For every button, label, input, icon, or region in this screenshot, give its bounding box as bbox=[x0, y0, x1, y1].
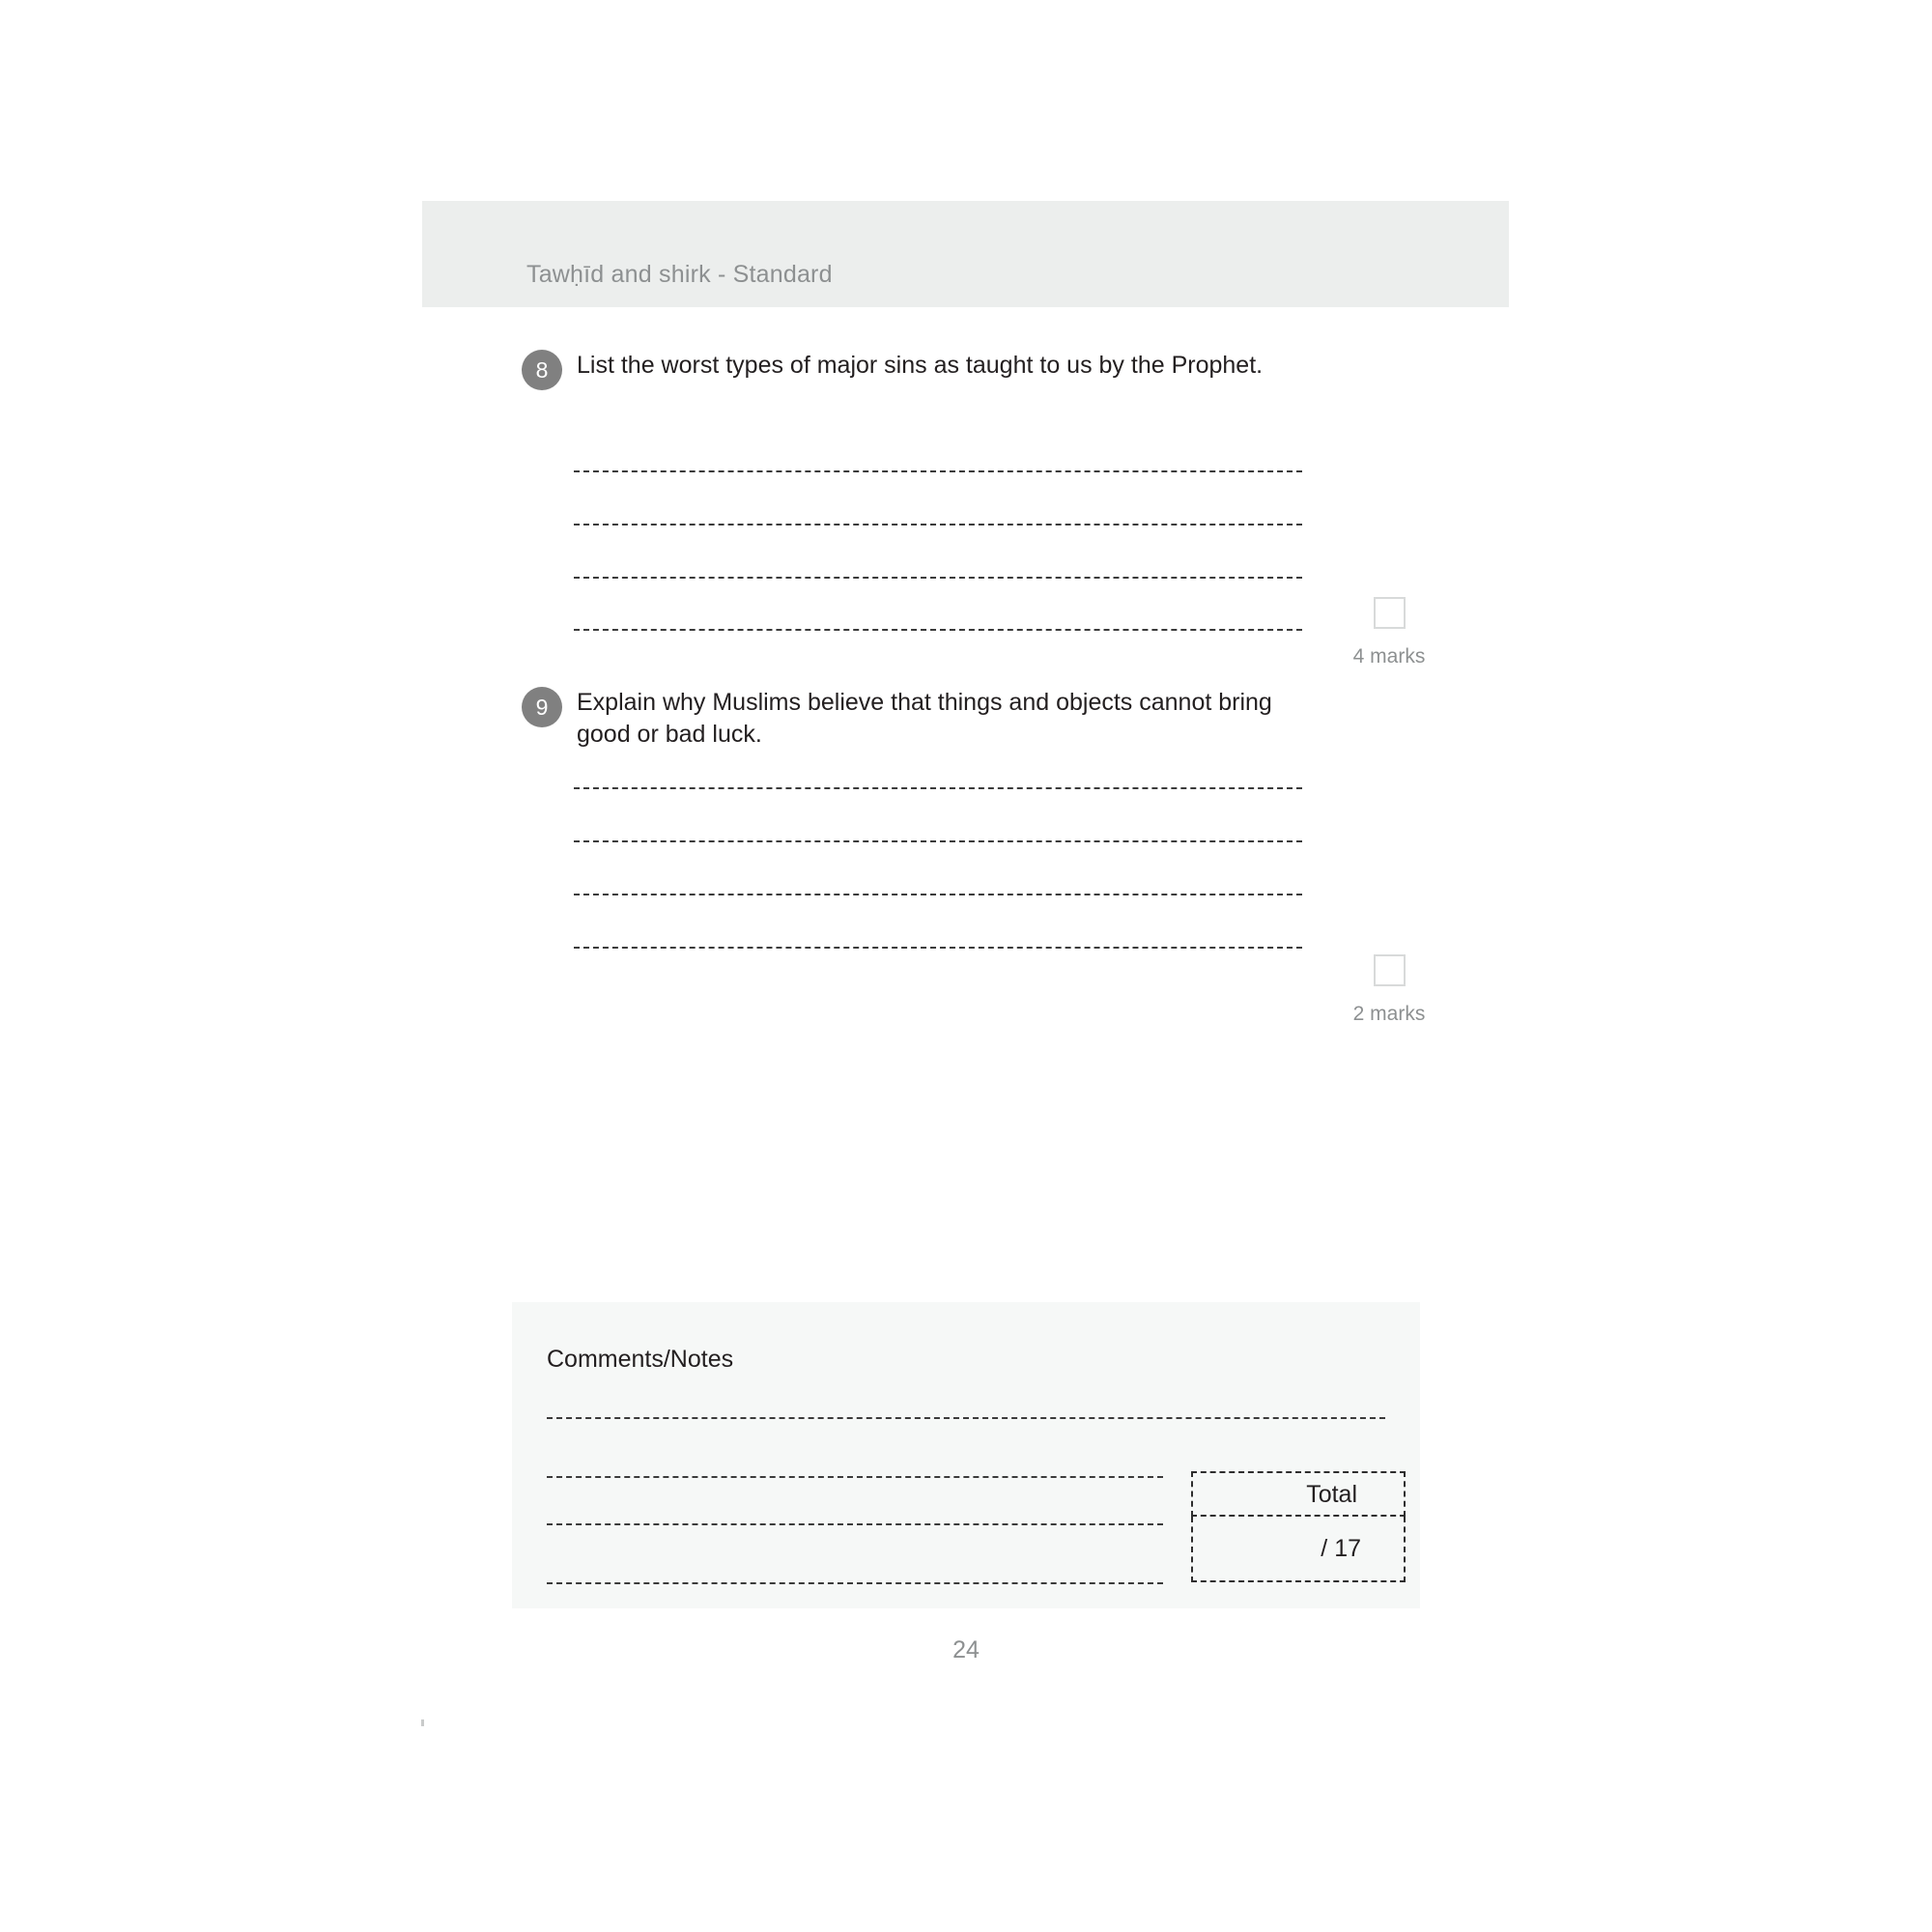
marks-entry-box[interactable] bbox=[1374, 597, 1406, 629]
marks-label: 4 marks bbox=[1352, 645, 1426, 668]
answer-line[interactable] bbox=[574, 787, 1302, 789]
comments-notes-title: Comments/Notes bbox=[547, 1346, 734, 1373]
answer-line[interactable] bbox=[574, 470, 1302, 472]
answer-line[interactable] bbox=[574, 524, 1302, 526]
total-value-field[interactable]: / 17 bbox=[1191, 1517, 1406, 1582]
running-header-band bbox=[422, 201, 1509, 307]
question-number-badge: 9 bbox=[522, 687, 562, 727]
comment-line[interactable] bbox=[547, 1523, 1163, 1525]
answer-line[interactable] bbox=[574, 577, 1302, 579]
marks-block-question-8 bbox=[1336, 597, 1442, 668]
total-marks-box bbox=[1191, 1471, 1406, 1582]
marks-entry-box[interactable] bbox=[1374, 954, 1406, 986]
answer-line[interactable] bbox=[574, 840, 1302, 842]
comment-line[interactable] bbox=[547, 1582, 1163, 1584]
comment-line[interactable] bbox=[547, 1476, 1163, 1478]
crop-mark bbox=[421, 1719, 424, 1726]
marks-label: 2 marks bbox=[1352, 1003, 1426, 1025]
marks-block-question-9 bbox=[1336, 954, 1442, 1026]
page-number: 24 bbox=[952, 1636, 980, 1663]
answer-line[interactable] bbox=[574, 629, 1302, 631]
answer-line[interactable] bbox=[574, 894, 1302, 895]
question-text: Explain why Muslims believe that things and objects cannot bring good or bad luck. bbox=[577, 689, 1272, 748]
comment-line[interactable] bbox=[547, 1417, 1385, 1419]
question-number-badge: 8 bbox=[522, 350, 562, 390]
running-header-title: Tawḥīd and shirk - Standard bbox=[526, 261, 833, 288]
question-text: List the worst types of major sins as taught to us by the Prophet. bbox=[577, 352, 1264, 379]
total-label: Total bbox=[1191, 1471, 1406, 1517]
answer-line[interactable] bbox=[574, 947, 1302, 949]
